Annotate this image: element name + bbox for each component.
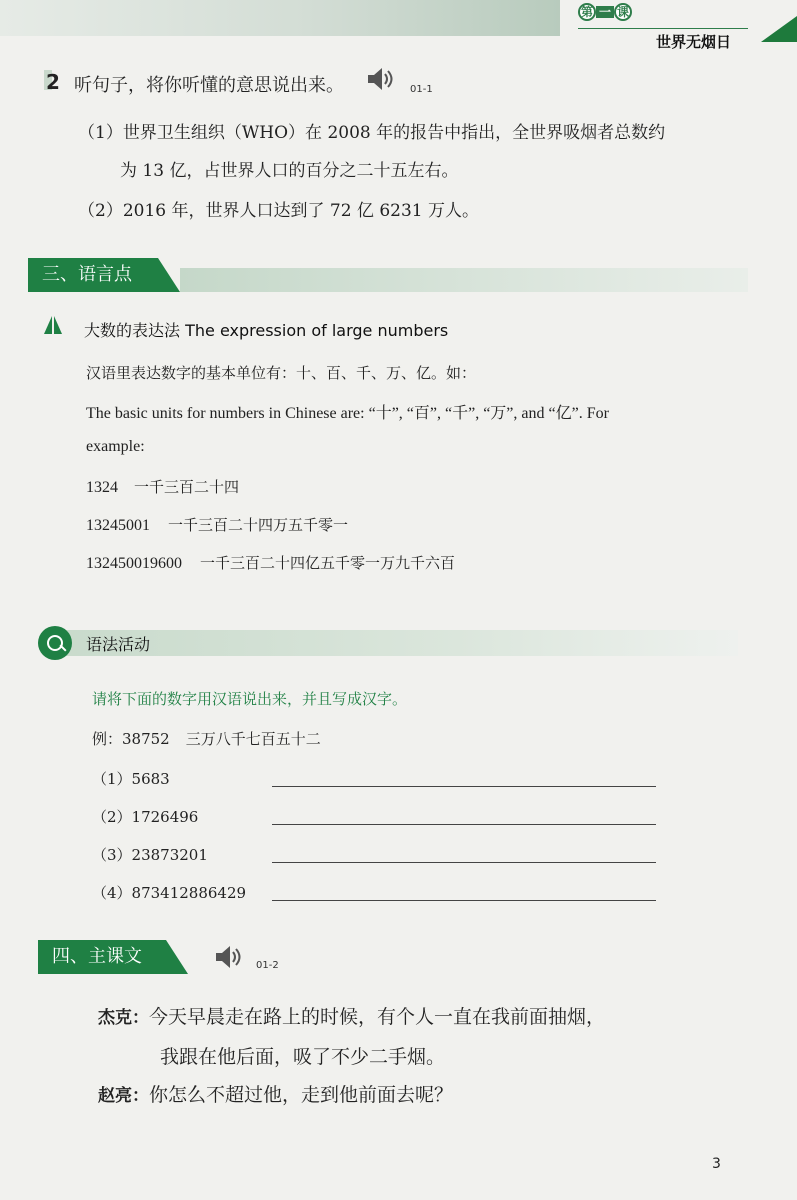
- dialogue-text: 你怎么不超过他，走到他前面去呢？: [149, 1084, 454, 1106]
- header-band: [0, 0, 560, 36]
- example-row: [86, 552, 455, 573]
- intro-en-2: example:: [86, 438, 145, 455]
- intro-en-1: The basic units for numbers in Chinese are: “十”, “百”, “千”, “万”, and “亿”. For: [86, 405, 609, 422]
- intro-cn: 汉语里表达数字的基本单位有：十、百、千、万、亿。如：: [86, 364, 477, 382]
- section-title: 四、主课文: [38, 940, 166, 974]
- header-title: 世界无烟日: [656, 33, 732, 51]
- example-chinese: 一千三百二十四: [134, 478, 240, 496]
- audio-speaker-icon[interactable]: [366, 66, 396, 92]
- speaker-name: 杰克：: [98, 1008, 149, 1028]
- section-banner-language-points: [28, 258, 748, 292]
- lesson-badge: [578, 0, 648, 26]
- audio-code: 01-2: [256, 960, 279, 971]
- exercise-item-label: （3）23873201: [92, 846, 208, 864]
- answer-blank[interactable]: [272, 900, 656, 901]
- dialogue-text: 我跟在他后面，吸了不少二手烟。: [160, 1046, 446, 1068]
- lesson-suffix: 课: [614, 3, 632, 21]
- dialogue-line: [98, 1080, 453, 1107]
- header-rule: [578, 28, 748, 29]
- grammar-activity-title: 语法活动: [86, 635, 151, 654]
- question-number: 2: [46, 70, 60, 94]
- language-point-icon: [44, 316, 62, 334]
- exercise-item-label: （4）873412886429: [92, 884, 247, 902]
- activity-instruction: 请将下面的数字用汉语说出来，并且写成汉字。: [92, 690, 408, 708]
- grammar-activity-banner: [38, 626, 738, 660]
- sentence-2: （2）2016 年，世界人口达到了 72 亿 6231 万人。: [78, 201, 479, 221]
- example-chinese: 一千三百二十四亿五千零一万九千六百: [200, 554, 456, 572]
- answer-blank[interactable]: [272, 824, 656, 825]
- lesson-number-box: [596, 6, 614, 18]
- banner-light-band: [180, 268, 748, 292]
- example-label: 例：38752: [92, 730, 170, 748]
- banner-slant: [158, 258, 180, 292]
- answer-blank[interactable]: [272, 786, 656, 787]
- lesson-number: 一: [599, 5, 612, 19]
- section-banner-main-text: [38, 940, 188, 974]
- banner-slant: [166, 940, 188, 974]
- example-row: [86, 476, 239, 497]
- header-corner-triangle: [761, 16, 797, 42]
- sentence-1-line-1: （1）世界卫生组织（WHO）在 2008 年的报告中指出，全世界吸烟者总数约: [78, 123, 666, 143]
- language-point-title: [84, 318, 448, 341]
- dialogue-text: 今天早晨走在路上的时候，有个人一直在我前面抽烟，: [149, 1006, 606, 1028]
- exercise-item-label: （2）1726496: [92, 808, 199, 826]
- audio-speaker-icon[interactable]: [214, 944, 244, 970]
- dialogue-line: [98, 1002, 605, 1029]
- exercise-item-label: （1）5683: [92, 770, 170, 788]
- language-point-title-en: The expression of large numbers: [185, 321, 449, 340]
- lesson-prefix: 第: [578, 3, 596, 21]
- example-chinese: 一千三百二十四万五千零一: [168, 516, 349, 534]
- search-icon: [38, 626, 72, 660]
- answer-blank[interactable]: [272, 862, 656, 863]
- example-answer: 三万八千七百五十二: [185, 730, 321, 748]
- example-number: 132450019600: [86, 555, 182, 572]
- example-number: 1324: [86, 479, 118, 496]
- example-row: [86, 514, 348, 535]
- page-number: 3: [712, 1156, 721, 1172]
- question-instruction: 听句子，将你听懂的意思说出来。: [74, 75, 344, 96]
- activity-example: [92, 728, 321, 749]
- sentence-1-line-2: 为 13 亿，占世界人口的百分之二十五左右。: [120, 161, 459, 181]
- section-title: 三、语言点: [28, 258, 158, 292]
- audio-code: 01-1: [410, 84, 433, 95]
- example-number: 13245001: [86, 517, 150, 534]
- language-point-title-cn: 大数的表达法: [84, 321, 181, 340]
- speaker-name: 赵亮：: [98, 1086, 149, 1106]
